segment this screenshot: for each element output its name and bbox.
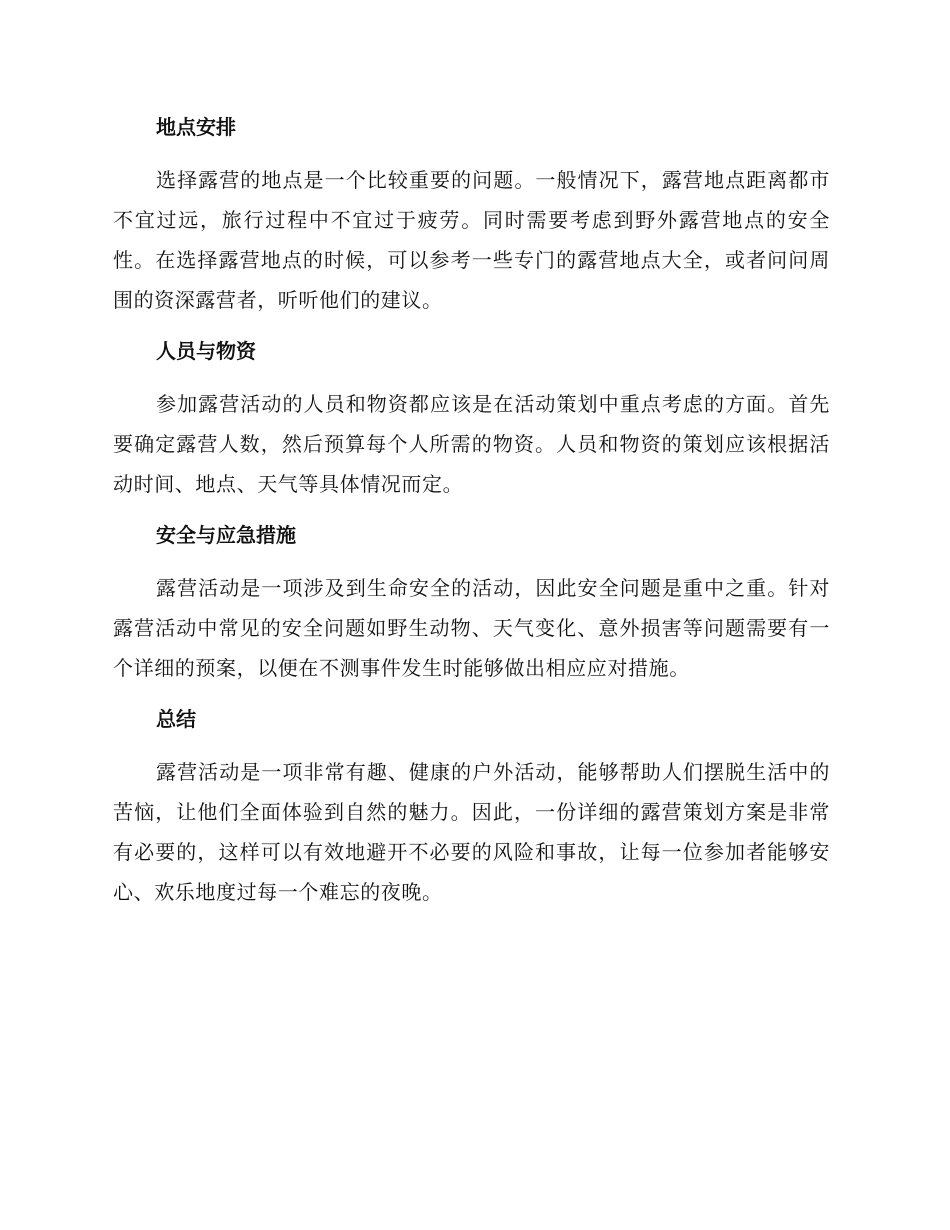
section-heading: 地点安排 [156,115,236,139]
section-body: 露营活动是一项涉及到生命安全的活动，因此安全问题是重中之重。针对露营活动中常见的安全问题如野生动物、天气变化、意外损害等问题需要有一个详细的预案，以便在不测事件发生时能够做出相应应对措施。 [113,576,830,680]
section-body: 选择露营的地点是一个比较重要的问题。一般情况下，露营地点距离都市不宜过远，旅行过程中不宜过于疲劳。同时需要考虑到野外露营地点的安全性。在选择露营地点的时候，可以参考一些专门的露营地点大全，或者问问周围的资深露营者，听听他们的建议。 [113,168,830,312]
section-heading: 人员与物资 [156,339,256,363]
section-heading: 总结 [156,707,196,731]
section-location [113,110,830,320]
section-safety [113,518,830,688]
section-people-supplies [113,334,830,504]
section-summary [113,702,830,912]
section-heading: 安全与应急措施 [156,523,296,547]
section-body: 露营活动是一项非常有趣、健康的户外活动，能够帮助人们摆脱生活中的苦恼，让他们全面体验到自然的魅力。因此，一份详细的露营策划方案是非常有必要的，这样可以有效地避开不必要的风险和事故，让每一位参加者能够安心、欢乐地度过每一个难忘的夜晚。 [113,760,830,904]
section-body: 参加露营活动的人员和物资都应该是在活动策划中重点考虑的方面。首先要确定露营人数，然后预算每个人所需的物资。人员和物资的策划应该根据活动时间、地点、天气等具体情况而定。 [113,392,830,496]
